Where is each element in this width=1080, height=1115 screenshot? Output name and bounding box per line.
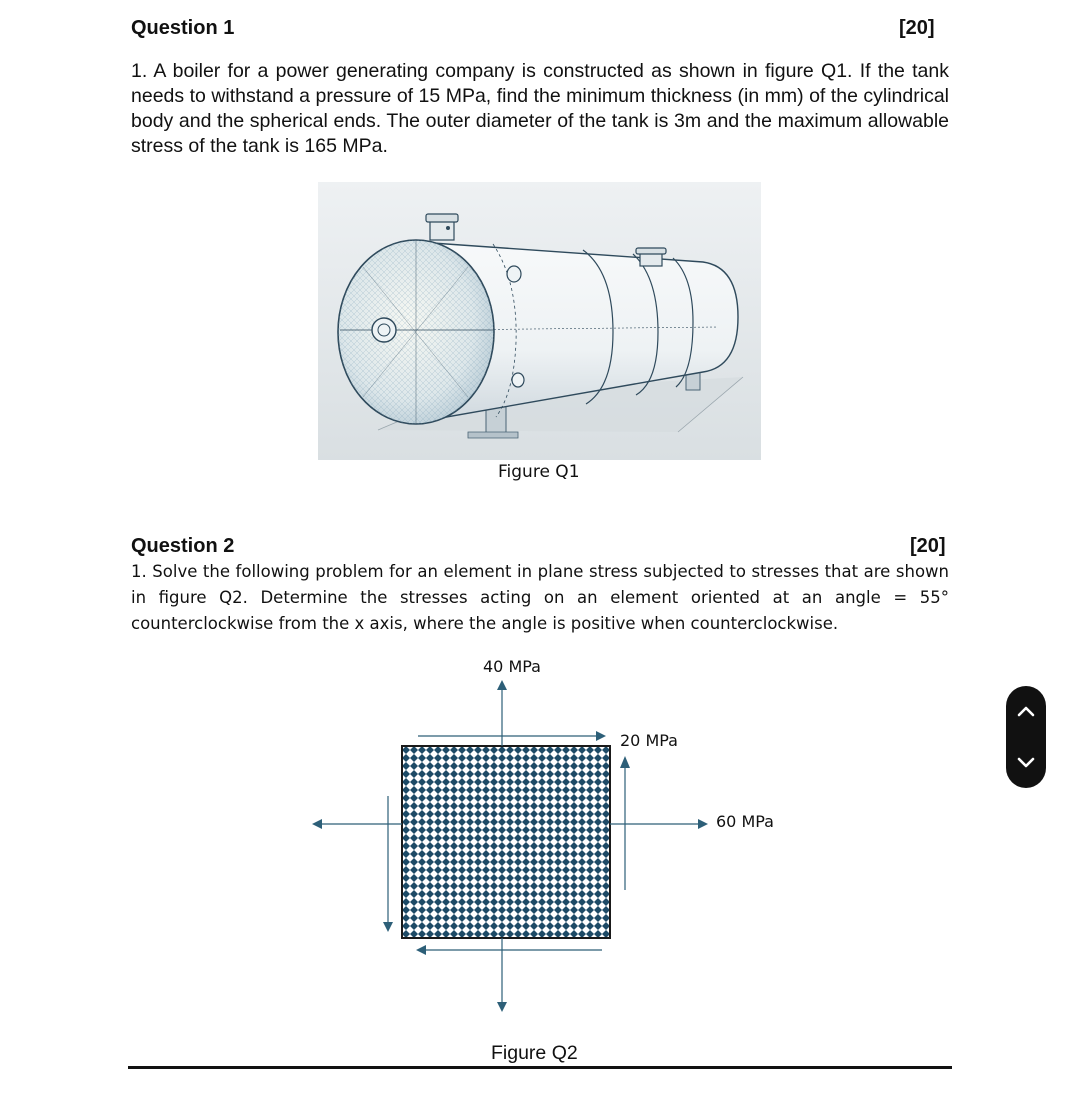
bottom-rule [128,1066,952,1069]
page-up-button[interactable] [1006,686,1046,736]
stress-element-square [402,746,610,938]
question-2-text: 1. Solve the following problem for an element in plane stress subjected to stresses that are shown in figure Q2. Determine the stresses acting on an element oriented at an angle = 55° counterclockwise from the x axis, where the angle is positive when counterclockwise. [131,562,949,633]
sigma-x-left-arrow [312,819,322,829]
chevron-down-icon [1017,757,1035,769]
shear-top-arrow [596,731,606,741]
question-1-text: 1. A boiler for a power generating company is constructed as shown in figure Q1. If the tank needs to withstand a pressure of 15 MPa, find the minimum thickness (in mm) of the cylindrical body and the spherical ends. The outer diameter of the tank is 3m and the maximum allowable stress of the tank is 165 MPa. [131,60,949,157]
shear-label: 20 MPa [620,731,678,750]
stress-element-figure [300,650,800,1020]
chevron-up-icon [1017,705,1035,717]
sigma-y-label: 40 MPa [483,657,541,676]
sigma-x-label: 60 MPa [716,812,774,831]
question-2-title: Question 2 [131,535,235,557]
boiler-tank-figure [318,182,761,460]
shear-left-arrow [383,922,393,932]
sigma-y-top-arrow [497,680,507,690]
sigma-y-bottom-arrow [497,1002,507,1012]
page-navigation [1006,686,1046,788]
shear-right-arrow [620,756,630,768]
question-1-marks: [20] [899,17,935,39]
figure-q2-caption: Figure Q2 [491,1042,578,1064]
shear-bottom-arrow [416,945,426,955]
question-2-marks: [20] [910,535,946,557]
figure-q1-caption: Figure Q1 [498,462,580,482]
sigma-x-right-arrow [698,819,708,829]
page-down-button[interactable] [1006,738,1046,788]
question-1-title: Question 1 [131,17,235,39]
